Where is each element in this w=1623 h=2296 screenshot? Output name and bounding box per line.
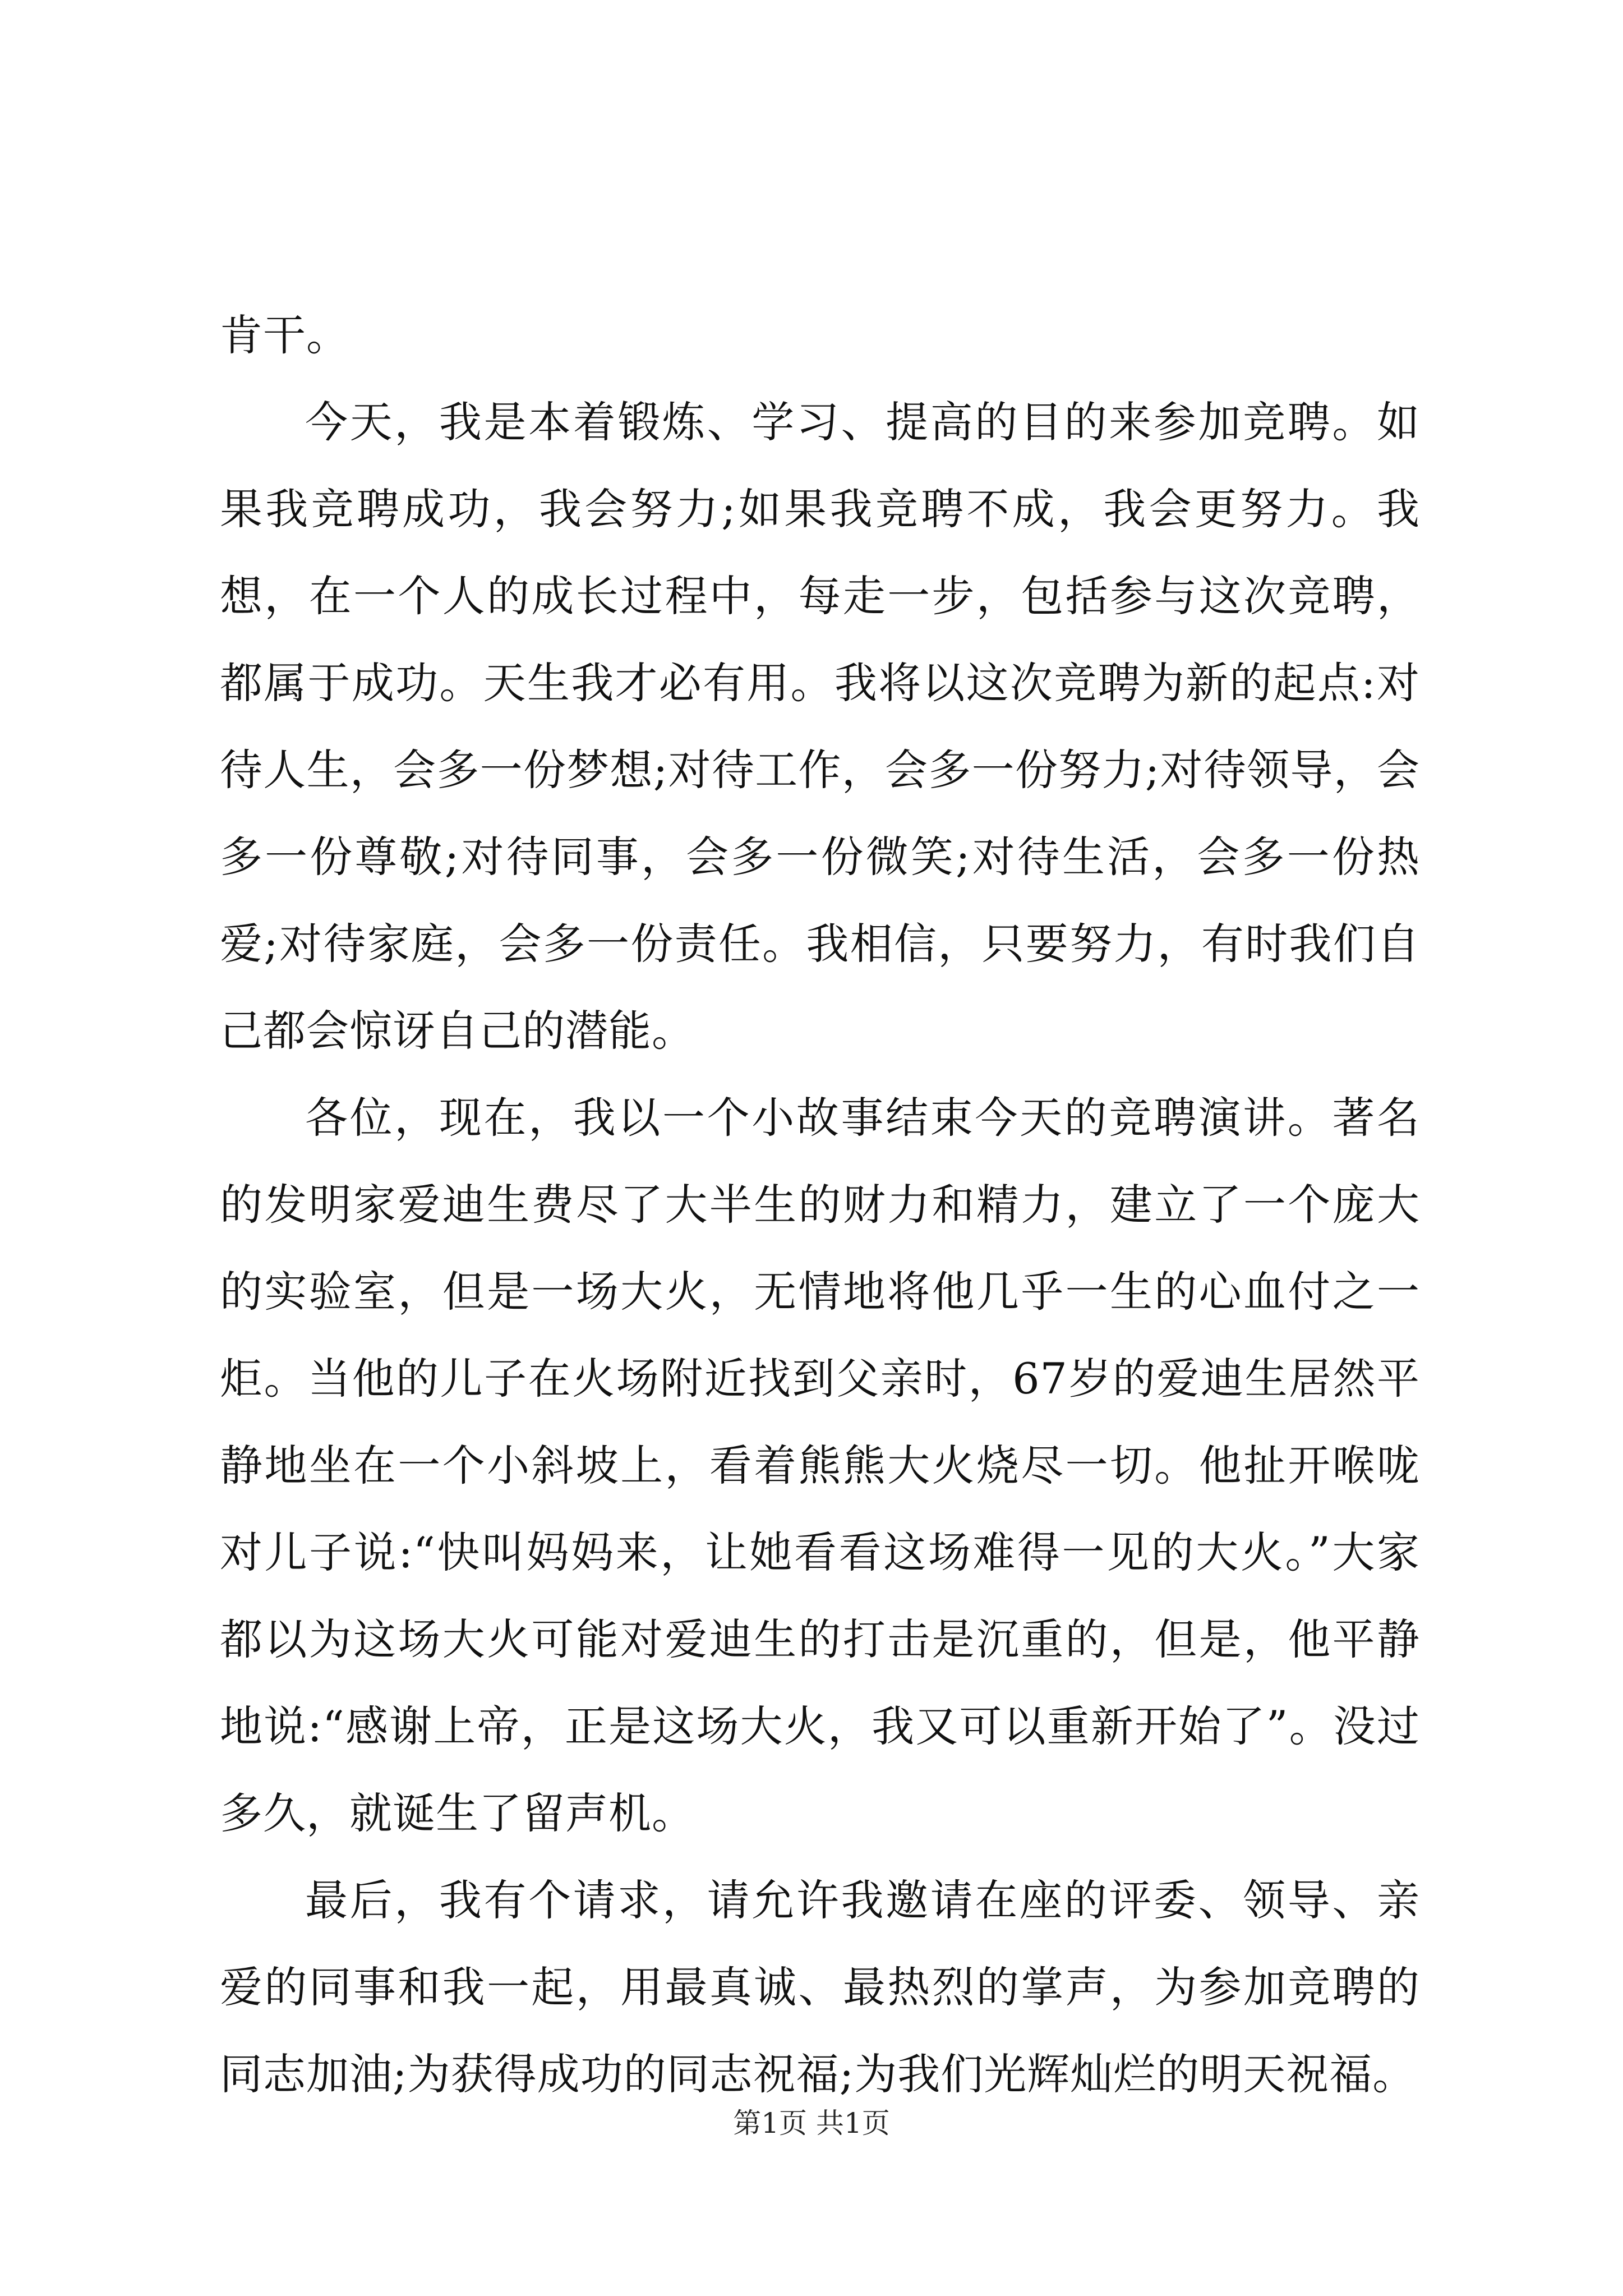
paragraph-1: 肯干。 [220, 310, 349, 360]
page-footer: 第1页 共1页 [733, 2107, 890, 2139]
paragraph-4: 最后，我有个请求，请允许我邀请在座的评委、领导、亲爱的同事和我一起，用最真诚、最热烈的掌声，为参加竞聘的同志加油;为获得成功的同志祝福;为我们光辉灿烂的明天祝福。 [220, 1875, 1420, 2099]
document-body [220, 292, 1420, 2118]
paragraph-2: 今天，我是本着锻炼、学习、提高的目的来参加竞聘。如果我竞聘成功，我会努力;如果我竞聘不成，我会更努力。我想，在一个人的成长过程中，每走一步，包括参与这次竞聘，都属于成功。天生我才必有用。我将以这次竞聘为新的起点:对待人生，会多一份梦想;对待工作，会多一份努力;对待领导，会多一份尊敬;对待同事，会多一份微笑;对待生活，会多一份热爱;对待家庭，会多一份责任。我相信，只要努力，有时我们自己都会惊讶自己的潜能。 [220, 397, 1420, 1056]
paragraph-3: 各位，现在，我以一个小故事结束今天的竞聘演讲。著名的发明家爱迪生费尽了大半生的财力和精力，建立了一个庞大的实验室，但是一场大火，无情地将他几乎一生的心血付之一炬。当他的儿子在火场附近找到父亲时，67岁的爱迪生居然平静地坐在一个小斜坡上，看着熊熊大火烧尽一切。他扯开喉咙对儿子说:“快叫妈妈来，让她看看这场难得一见的大火。”大家都以为这场大火可能对爱迪生的打击是沉重的，但是，他平静地说:“感谢上帝，正是这场大火，我又可以重新开始了”。没过多久，就诞生了留声机。 [220, 1093, 1420, 1838]
